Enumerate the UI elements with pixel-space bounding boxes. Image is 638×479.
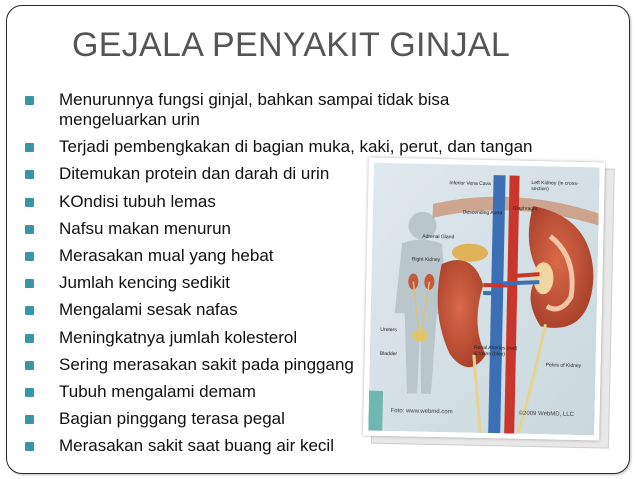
bullet-icon (25, 334, 34, 343)
bullet-text: Menurunnya fungsi ginjal, bahkan sampai tidak bisa mengeluarkan urin (59, 90, 450, 129)
kidney-illustration (368, 163, 600, 436)
bullet-text: Meningkatnya jumlah kolesterol (59, 327, 298, 347)
label-pelvis: Pelvis of Kidney (545, 362, 582, 370)
bullet-icon (25, 170, 34, 179)
bullet-text: Bagian pinggang terasa pegal (59, 409, 285, 429)
bullet-text: Nafsu makan menurun (59, 218, 231, 238)
bullet-text: Sering merasakan sakit pada pinggang (59, 354, 354, 374)
label-left-kidney: Left Kidney (in cross-section) (531, 179, 579, 193)
label-right-kidney: Right Kidney (411, 256, 441, 264)
bullet-item (20, 90, 529, 130)
kidney-anatomy-image (363, 158, 605, 441)
bullet-text: KOndisi tubuh lemas (59, 191, 216, 211)
bullet-icon (25, 442, 34, 451)
bullet-icon (25, 306, 34, 315)
bullet-text: Merasakan mual yang hebat (59, 245, 274, 265)
bullet-text: Mengalami sesak nafas (59, 300, 238, 320)
bullet-icon (25, 415, 34, 424)
label-aorta: Descending Aorta (462, 209, 503, 217)
bullet-text: Jumlah kencing sedikit (59, 273, 231, 293)
label-ivc: Inferior Vena Cava (449, 180, 491, 188)
label-adrenal: Adrenal Gland (422, 233, 455, 241)
bullet-icon (25, 143, 34, 152)
bullet-icon (25, 361, 34, 370)
label-renal-vessels: Renal Arteries (red) & Veins (blue) (473, 344, 518, 358)
bullet-icon (25, 252, 34, 261)
bullet-icon (25, 96, 34, 105)
bullet-icon (25, 388, 34, 397)
bullet-icon (25, 198, 34, 207)
bullet-text: Terjadi pembengkakan di bagian muka, kaki, perut, dan tangan (59, 137, 533, 157)
image-credit: Foto: www.webmd.com (390, 408, 453, 416)
label-ureters: Ureters (380, 326, 397, 334)
bullet-icon (25, 225, 34, 234)
bullet-text: Merasakan sakit saat buang air kecil (59, 436, 334, 456)
image-frame (363, 158, 605, 441)
bullet-text: Tubuh mengalami demam (59, 381, 256, 401)
bullet-text: Ditemukan protein dan darah di urin (59, 164, 330, 184)
slide-title: GEJALA PENYAKIT GINJAL (72, 26, 511, 64)
bullet-item (20, 137, 620, 157)
label-diaphragm: Diaphragm (512, 205, 538, 213)
bullet-icon (25, 279, 34, 288)
image-copyright: ©2009 WebMD, LLC (518, 410, 574, 418)
label-bladder: Bladder (379, 350, 398, 358)
